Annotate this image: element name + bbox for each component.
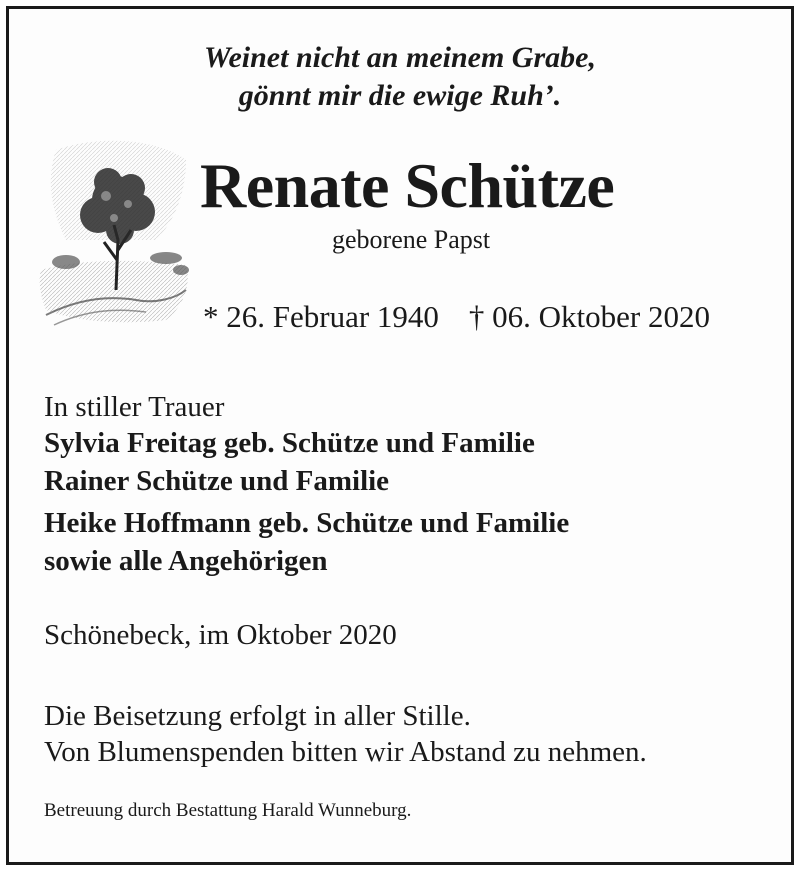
deceased-name: Renate Schütze [200, 150, 615, 221]
funeral-home-credit: Betreuung durch Bestattung Harald Wunneburg. [44, 800, 412, 821]
mourning-intro: In stiller Trauer [44, 391, 225, 423]
burial-notice: Die Beisetzung erfolgt in aller Stille. [44, 700, 471, 732]
mourner-line: Rainer Schütze und Familie [44, 465, 390, 497]
mourner-line: Sylvia Freitag geb. Schütze und Familie [44, 427, 535, 459]
mourner-line: sowie alle Angehörigen [44, 545, 328, 577]
motto-line-2: gönnt mir die ewige Ruh’. [238, 79, 562, 112]
death-date: † 06. Oktober 2020 [468, 299, 710, 334]
flower-notice: Von Blumenspenden bitten wir Abstand zu nehmen. [44, 736, 647, 768]
life-dates [203, 298, 710, 336]
maiden-name: geborene Papst [332, 225, 491, 254]
place-date: Schönebeck, im Oktober 2020 [44, 619, 397, 651]
mourner-line: Heike Hoffmann geb. Schütze und Familie [44, 507, 570, 539]
birth-date: * 26. Februar 1940 [203, 299, 439, 334]
tree-landscape-illustration [36, 130, 196, 330]
motto-line-1: Weinet nicht an meinem Grabe, [204, 41, 596, 74]
